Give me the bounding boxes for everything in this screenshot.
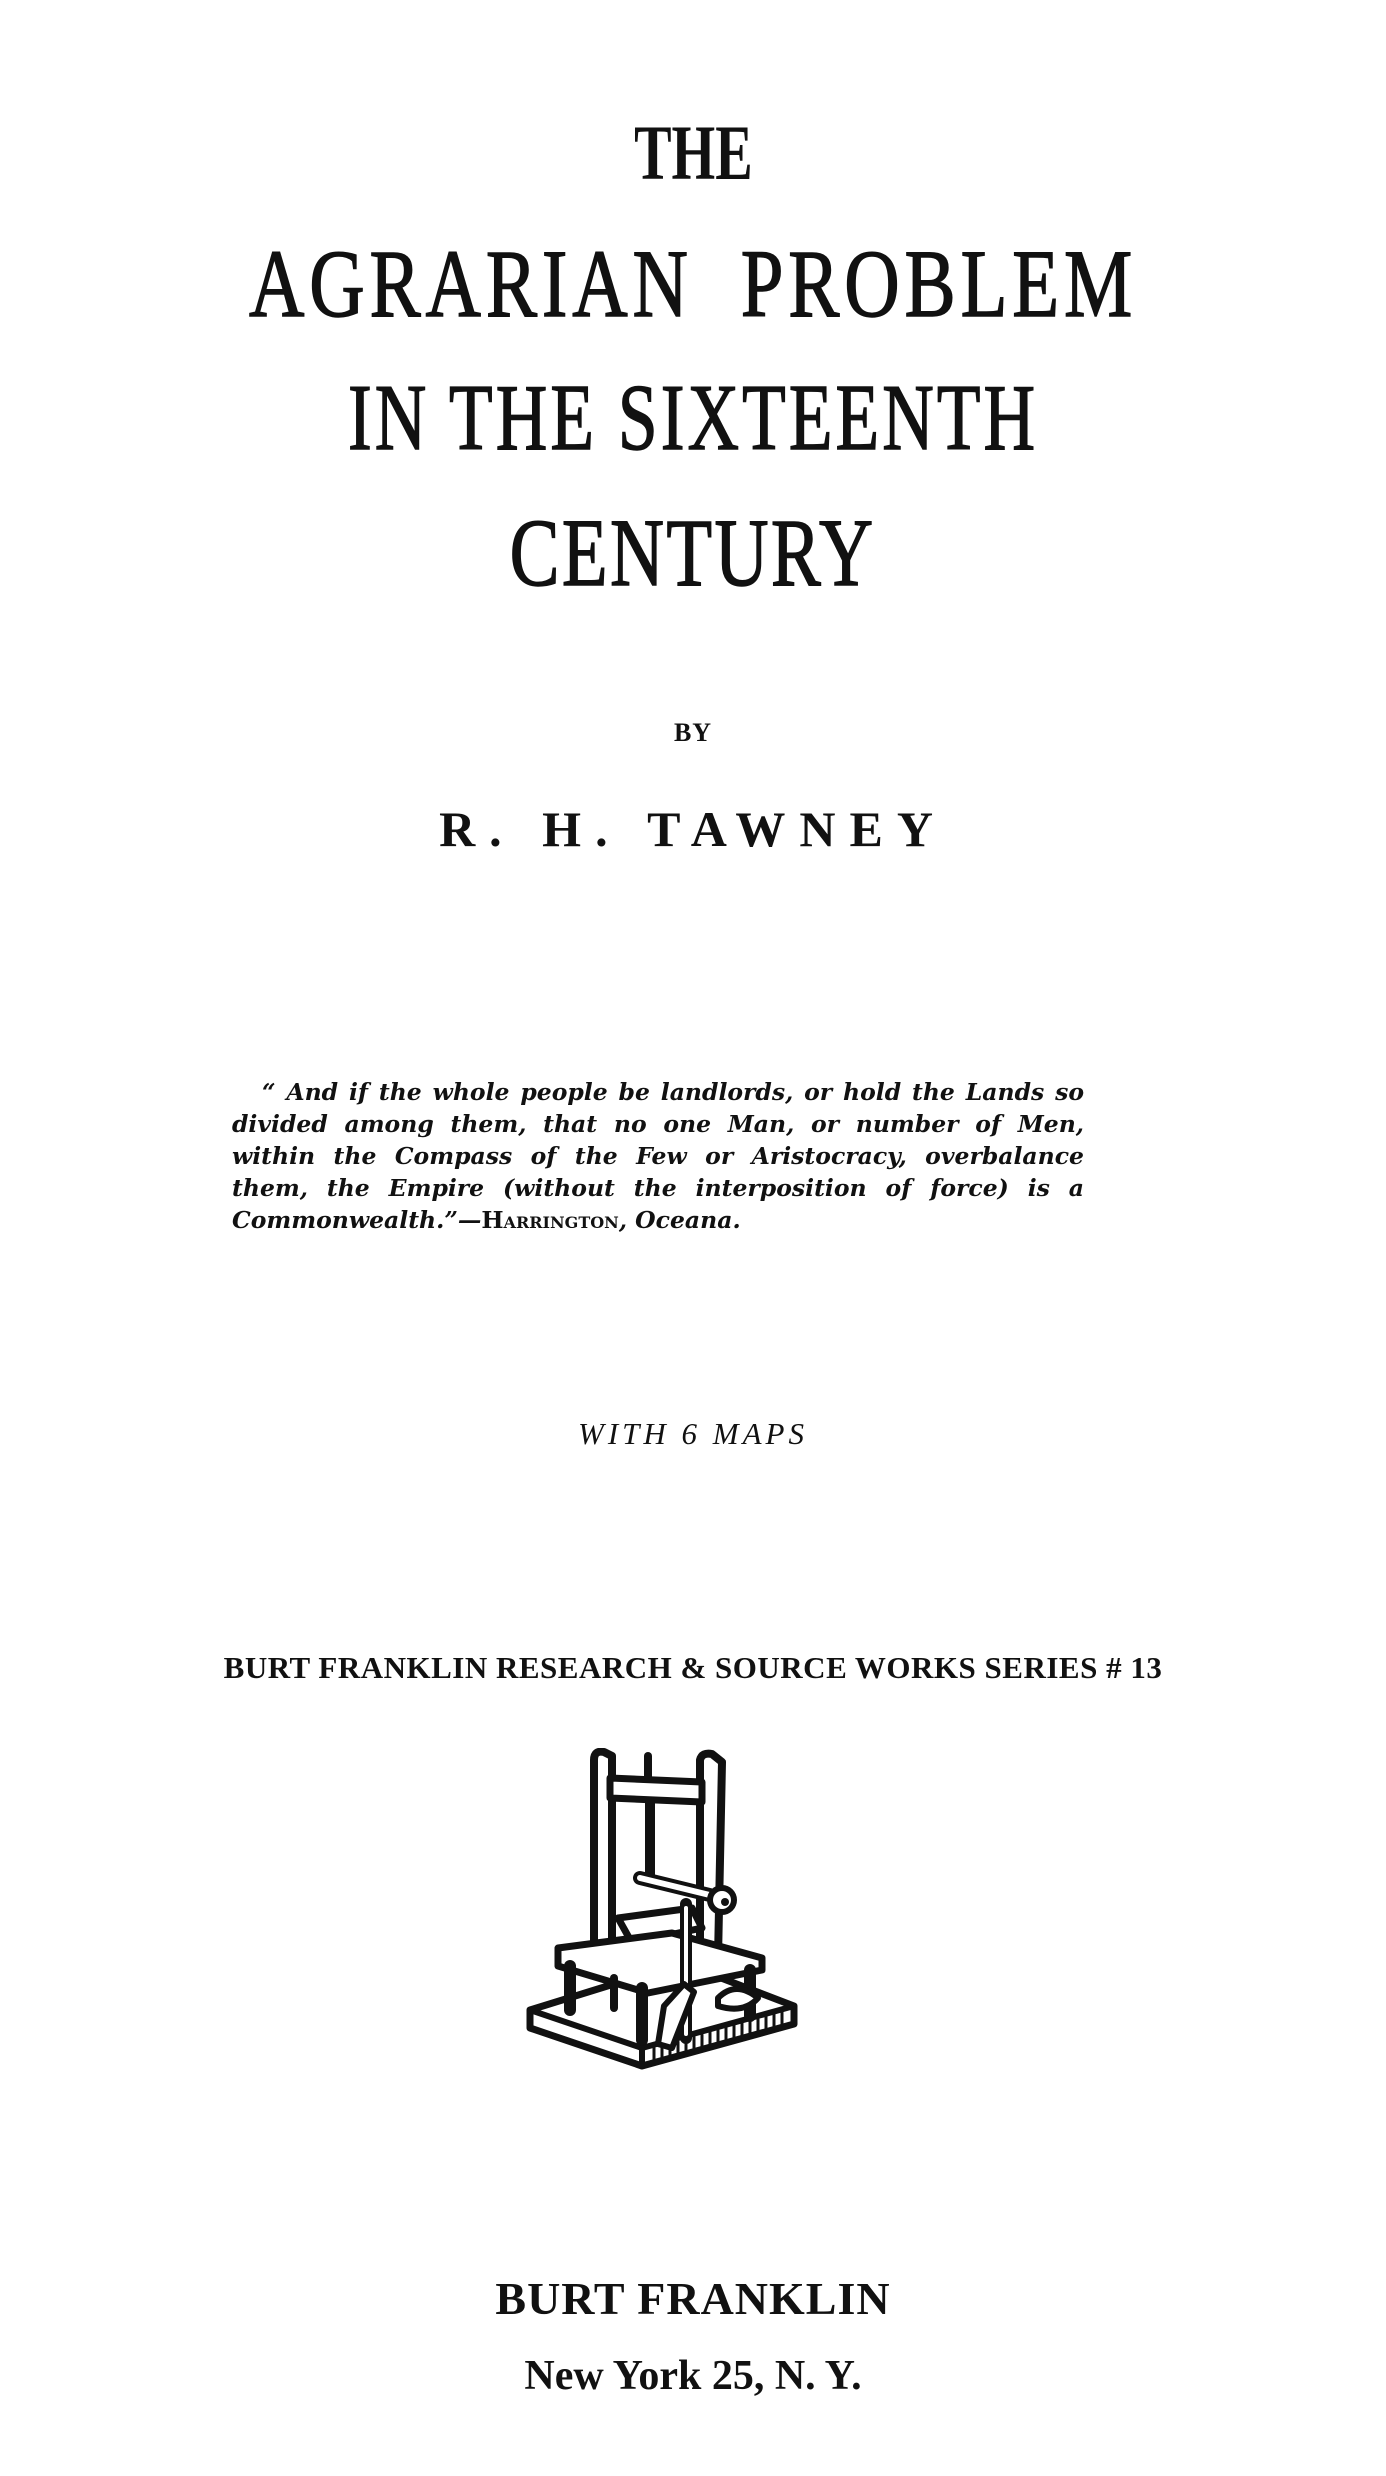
title-line-4 [0, 497, 1386, 608]
epigraph-work: , Oceana. [618, 1206, 741, 1234]
epigraph-line: within the Compass of the Few or Aristocracy, overbalance [232, 1142, 1084, 1170]
author-name: R. H. TAWNEY [439, 801, 947, 857]
epigraph-line: divided among them, that no one Man, or number of Men, [232, 1110, 1084, 1138]
printing-press-icon [522, 1748, 800, 2070]
title-century: CENTURY [510, 499, 876, 606]
epigraph-author: Harrington [481, 1206, 619, 1234]
title-agrarian-problem: AGRARIAN PROBLEM [248, 230, 1138, 337]
publisher-city: New York 25, N. Y. [524, 2353, 862, 2399]
title-line-1 [0, 108, 1386, 198]
epigraph-attribution-line [232, 1204, 1084, 1236]
title-line-3 [0, 364, 1386, 472]
publisher-name: BURT FRANKLIN [495, 2273, 891, 2324]
epigraph-last-text: Commonwealth.”— [232, 1206, 482, 1234]
maps-note: WITH 6 MAPS [578, 1416, 808, 1451]
title-in-the-sixteenth: IN THE SIXTEENTH [347, 366, 1039, 470]
epigraph-quote [232, 1076, 1084, 1236]
title-line-2 [0, 228, 1386, 339]
epigraph-line: “ And if the whole people be landlords, or hold the Lands so [262, 1078, 1084, 1106]
series-line: BURT FRANKLIN RESEARCH & SOURCE WORKS SERIES # 13 [223, 1650, 1163, 1685]
epigraph-line: them, the Empire (without the interposition of force) is a [232, 1174, 1084, 1202]
title-the: THE [633, 109, 753, 196]
by-label: BY [673, 718, 713, 747]
